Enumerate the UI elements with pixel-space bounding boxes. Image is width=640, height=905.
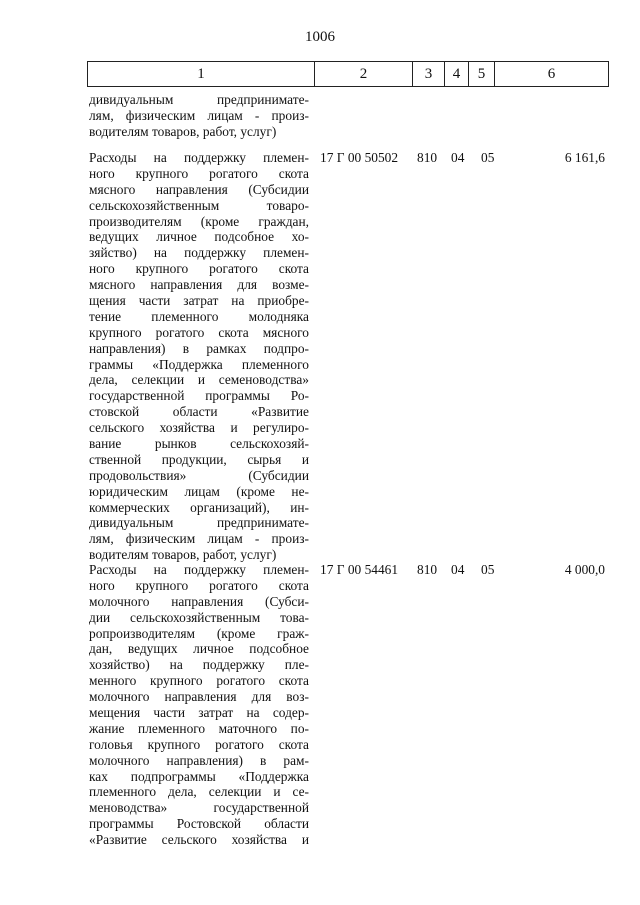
column-header-2: 2 — [315, 62, 413, 86]
text-line: дела, селекции и семеноводства» — [89, 372, 309, 388]
text-line: меноводства» государственной — [89, 800, 309, 816]
row-2-expense-type: 810 — [417, 562, 438, 577]
row-2-amount: 4 000,0 — [564, 562, 605, 577]
row-1-expense-type: 810 — [417, 150, 438, 165]
text-line: производителям (кроме граждан, — [89, 213, 309, 229]
text-line: вание рынков сельскохозяй- — [89, 436, 309, 452]
text-line: лям, физическим лицам - произ- — [89, 107, 309, 123]
page-number: 1006 — [305, 29, 335, 45]
row-1-target-code: 17 Г 00 50502 — [320, 150, 399, 165]
text-line: сельскохозяйственным товаро- — [89, 197, 309, 213]
text-line: направления) в рамках подпро- — [89, 340, 309, 356]
text-line: ного крупного рогатого скота — [89, 577, 309, 593]
text-line: молочного направления) в рам- — [89, 752, 309, 768]
text-line: ропроизводителям (кроме граж- — [89, 625, 309, 641]
text-line: молочного направления (Субси- — [89, 593, 309, 609]
text-line: дии сельскохозяйственным това- — [89, 609, 309, 625]
text-line: щения части затрат на приобре- — [89, 293, 309, 309]
column-header-6: 6 — [547, 66, 556, 82]
text-line: менного крупного рогатого скота — [89, 673, 309, 689]
text-line: зяйство) на поддержку племен- — [89, 245, 309, 261]
text-line: дивидуальным предпринимате- — [89, 92, 309, 107]
text-line: ного крупного рогатого скота — [89, 261, 309, 277]
text-line: Расходы на поддержку племен- — [89, 562, 309, 577]
column-header-3: 3 — [413, 62, 445, 86]
row-2-description — [89, 562, 309, 848]
text-line: ственной продукции, сырья и — [89, 451, 309, 467]
text-line: дан, ведущих личное подсобное — [89, 641, 309, 657]
text-line: программы Ростовской области — [89, 816, 309, 832]
text-line: племенного дела, селекции и се- — [89, 784, 309, 800]
row-2-section: 04 — [451, 562, 465, 577]
text-line: «Развитие сельского хозяйства и — [89, 832, 309, 848]
text-line: продовольствия» (Субсидии — [89, 467, 309, 483]
text-line: сельского хозяйства и регулиро- — [89, 420, 309, 436]
text-line: крупного рогатого скота мясного — [89, 324, 309, 340]
text-line: лям, физическим лицам - произ- — [89, 531, 309, 547]
text-line: мясного направления (Субсидии — [89, 181, 309, 197]
column-header-4: 4 — [445, 62, 469, 86]
row-1-description — [89, 150, 309, 563]
text-line: Расходы на поддержку племен- — [89, 150, 309, 165]
text-line: водителям товаров, работ, услуг) — [89, 123, 277, 139]
text-line: мясного направления для возме- — [89, 277, 309, 293]
column-header-5: 5 — [469, 62, 495, 86]
text-line: молочного направления для воз- — [89, 689, 309, 705]
text-line: жание племенного маточного по- — [89, 720, 309, 736]
text-line: юридическим лицам (кроме не- — [89, 483, 309, 499]
text-line: коммерческих организаций), ин- — [89, 499, 309, 515]
text-line: головья крупного рогатого скота — [89, 736, 309, 752]
row-1-amount: 6 161,6 — [564, 150, 605, 165]
text-line: дивидуальным предпринимате- — [89, 515, 309, 531]
text-line: стовской области «Развитие — [89, 404, 309, 420]
text-line: ках подпрограммы «Поддержка — [89, 768, 309, 784]
column-header-1: 1 — [88, 62, 315, 86]
text-line: ведущих личное подсобное хо- — [89, 229, 309, 245]
text-line: ного крупного рогатого скота — [89, 165, 309, 181]
row-1-section: 04 — [451, 150, 465, 165]
text-line: хозяйство) на поддержку пле- — [89, 657, 309, 673]
continuation-text — [89, 92, 309, 140]
row-1-subsection: 05 — [481, 150, 495, 165]
text-line: государственной программы Ро- — [89, 388, 309, 404]
table-header-row — [87, 61, 609, 87]
text-line: водителям товаров, работ, услуг) — [89, 547, 277, 563]
text-line: граммы «Поддержка племенного — [89, 356, 309, 372]
row-2-subsection: 05 — [481, 562, 495, 577]
text-line: тение племенного молодняка — [89, 308, 309, 324]
row-2-target-code: 17 Г 00 54461 — [320, 562, 399, 577]
text-line: мещения части затрат на содер- — [89, 705, 309, 721]
